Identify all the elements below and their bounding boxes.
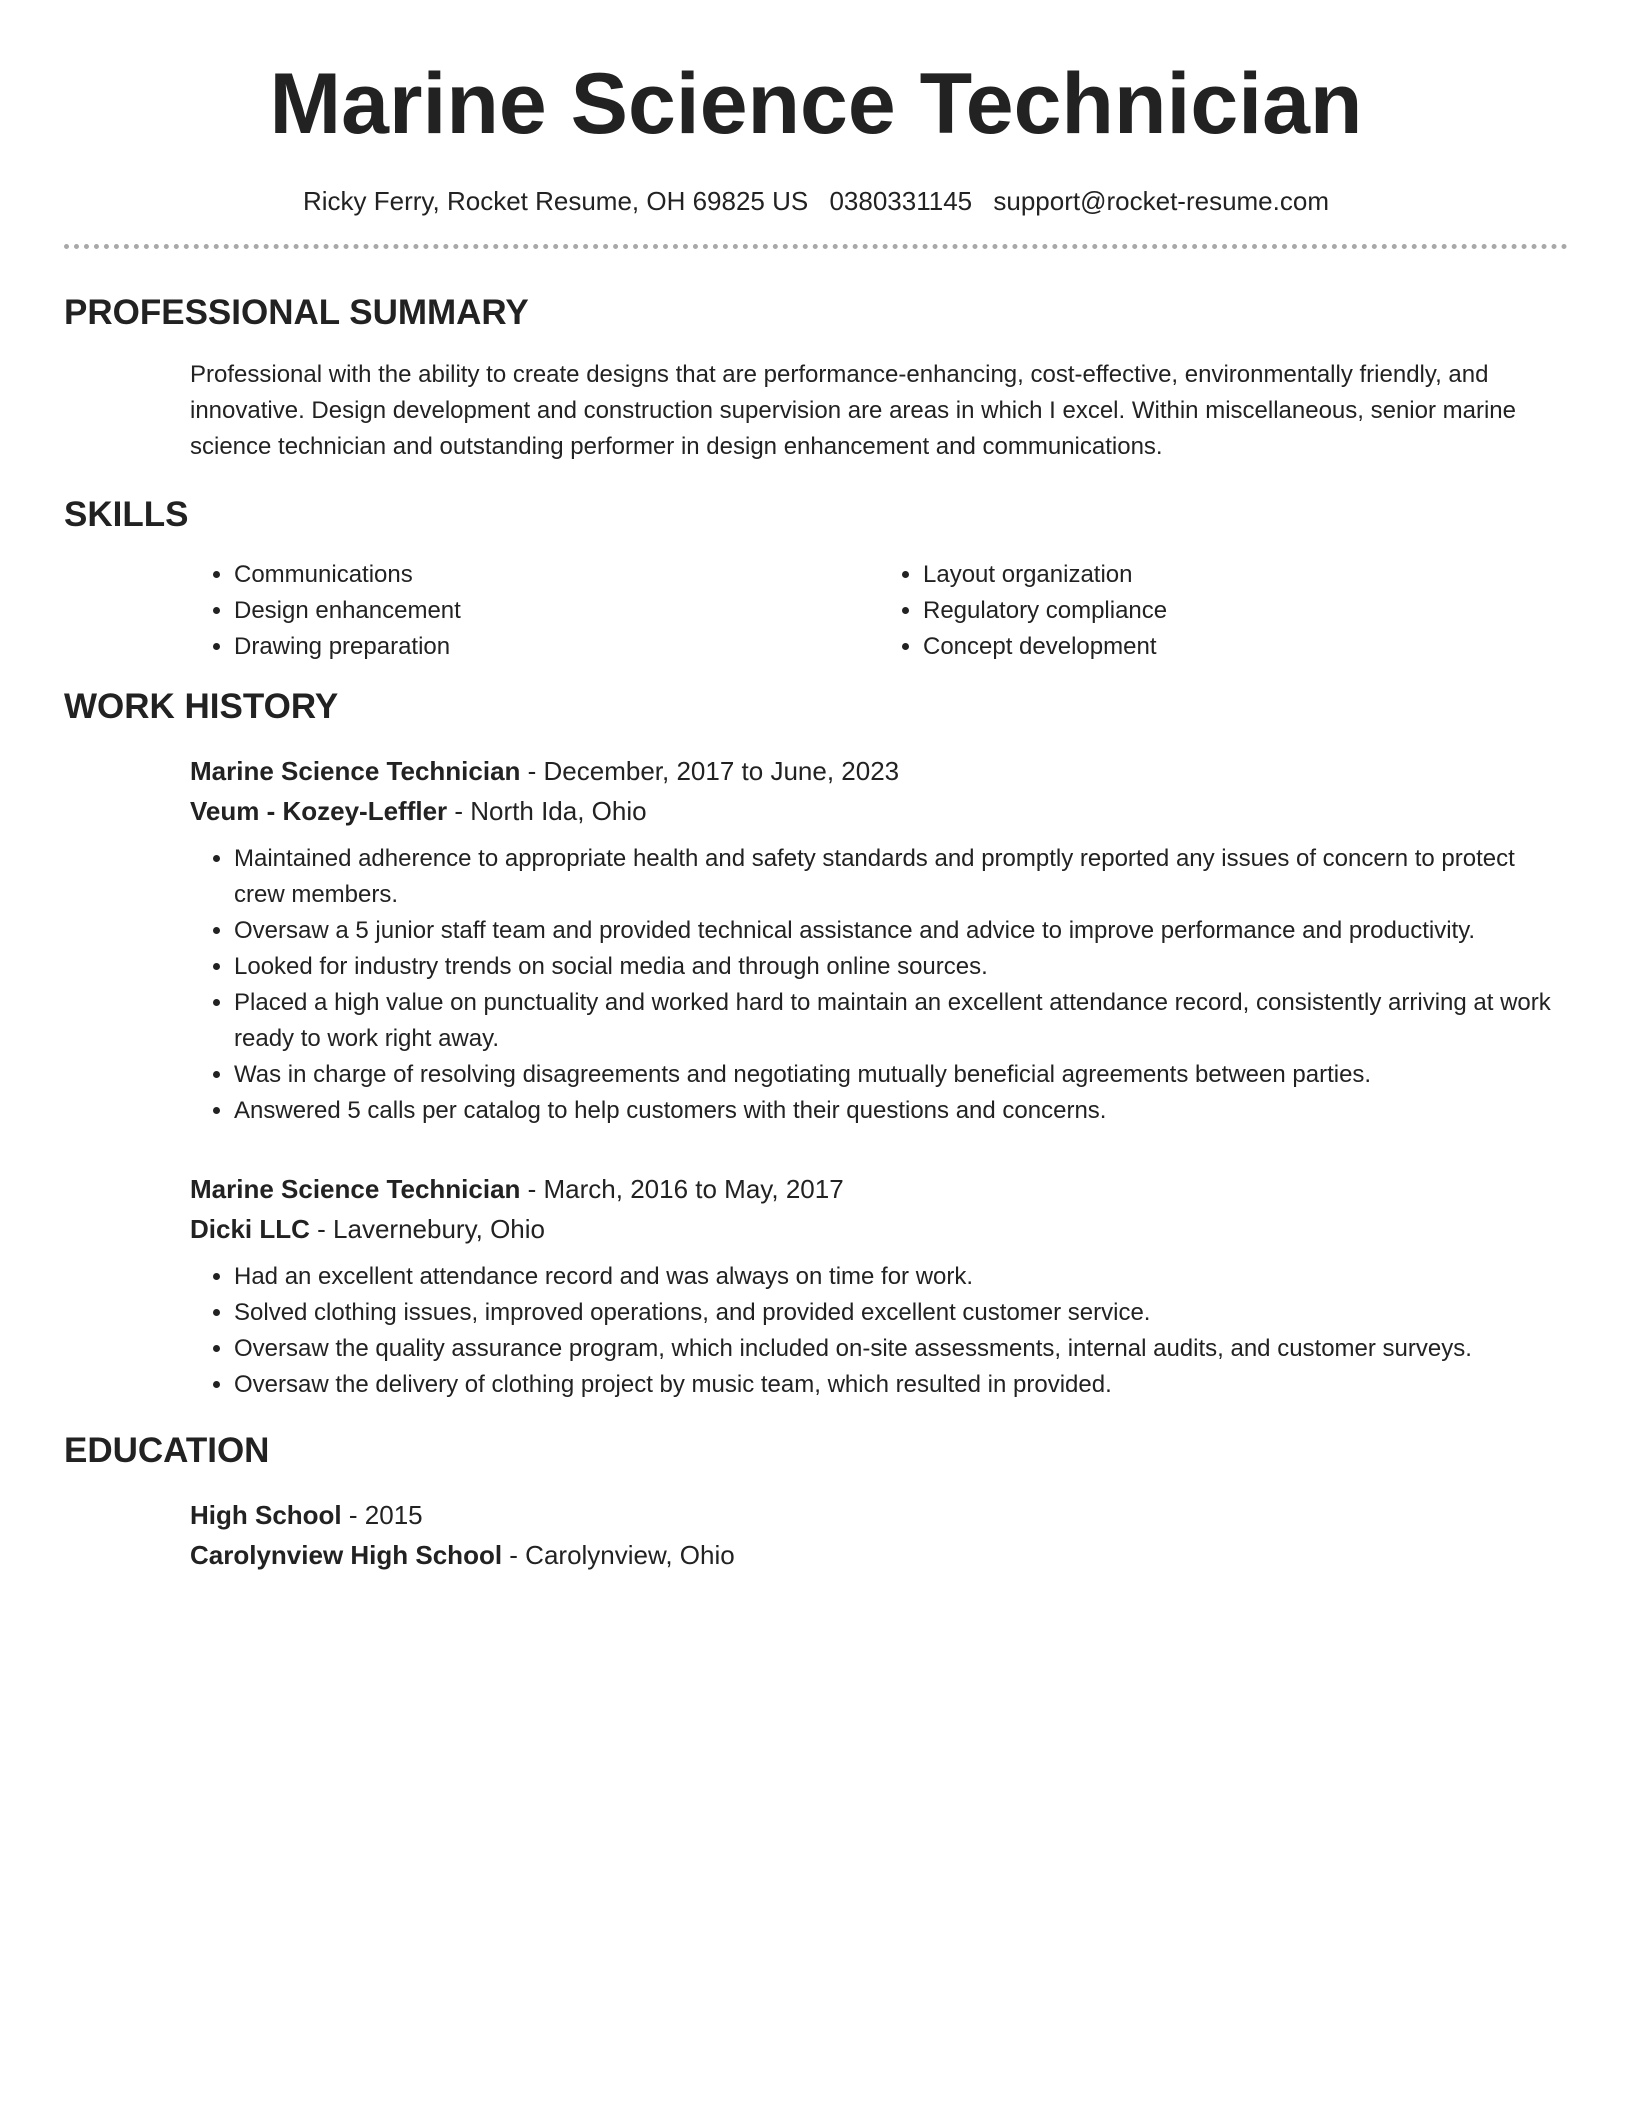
job-entry bbox=[190, 751, 1568, 1129]
work-history-heading: WORK HISTORY bbox=[64, 687, 339, 726]
job-bullets bbox=[190, 841, 1568, 1129]
education-school-line bbox=[190, 1535, 1568, 1575]
job-bullet: • Solved clothing issues, improved operations, and provided excellent customer service. bbox=[234, 1295, 1568, 1331]
job-dates: - December, 2017 to June, 2023 bbox=[520, 756, 900, 786]
education-year: - 2015 bbox=[341, 1500, 423, 1530]
job-bullet: • Placed a high value on punctuality and worked hard to maintain an excellent attendance record, consistently arriving at work ready to work right away. bbox=[234, 985, 1568, 1057]
job-bullet: • Was in charge of resolving disagreements and negotiating mutually beneficial agreements between parties. bbox=[234, 1057, 1568, 1093]
skill-item: • Communications bbox=[234, 557, 879, 593]
skill-item: • Layout organization bbox=[923, 557, 1568, 593]
job-title-line bbox=[190, 1169, 1568, 1209]
skill-item: • Concept development bbox=[923, 629, 1568, 665]
education-school: Carolynview High School bbox=[190, 1540, 503, 1570]
job-bullet: • Looked for industry trends on social media and through online sources. bbox=[234, 949, 1568, 985]
contact-email: support@rocket-resume.com bbox=[993, 186, 1329, 216]
education-heading: EDUCATION bbox=[64, 1431, 270, 1470]
contact-phone: 0380331145 bbox=[829, 186, 973, 216]
education-degree-line bbox=[190, 1495, 1568, 1535]
job-dates: - March, 2016 to May, 2017 bbox=[520, 1174, 844, 1204]
job-entry bbox=[190, 1169, 1568, 1403]
work-history-list bbox=[190, 751, 1568, 1403]
job-company-line bbox=[190, 791, 1568, 831]
skills-column-left bbox=[190, 557, 879, 665]
header-divider bbox=[64, 244, 1568, 249]
contact-address: Ricky Ferry, Rocket Resume, OH 69825 US bbox=[303, 186, 809, 216]
summary-text: Professional with the ability to create designs that are performance-enhancing, cost-effective, environmentally friendly, and innovative. Design development and construction supervision are areas in which I excel. Within miscellaneous, senior marine science technician and outstanding performer in design enhancement and communications. bbox=[190, 361, 1516, 460]
skills-column-right bbox=[879, 557, 1568, 665]
contact-line bbox=[64, 184, 1568, 218]
job-bullet: • Maintained adherence to appropriate health and safety standards and promptly reported any issues of concern to protect crew members. bbox=[234, 841, 1568, 913]
job-location: - Lavernebury, Ohio bbox=[309, 1214, 546, 1244]
job-title: Marine Science Technician bbox=[190, 1174, 521, 1204]
job-bullet: • Answered 5 calls per catalog to help customers with their questions and concerns. bbox=[234, 1093, 1568, 1129]
resume-title: Marine Science Technician bbox=[269, 56, 1363, 152]
skill-item: • Design enhancement bbox=[234, 593, 879, 629]
job-bullets bbox=[190, 1259, 1568, 1403]
skills-list bbox=[190, 557, 1568, 665]
education-location: - Carolynview, Ohio bbox=[502, 1540, 735, 1570]
education-degree: High School bbox=[190, 1500, 342, 1530]
job-title-line bbox=[190, 751, 1568, 791]
job-company: Veum - Kozey-Leffler bbox=[190, 796, 448, 826]
skill-item: • Drawing preparation bbox=[234, 629, 879, 665]
job-bullet: • Oversaw the delivery of clothing project by music team, which resulted in provided. bbox=[234, 1367, 1568, 1403]
job-bullet: • Had an excellent attendance record and was always on time for work. bbox=[234, 1259, 1568, 1295]
job-location: - North Ida, Ohio bbox=[447, 796, 647, 826]
education-entry bbox=[190, 1495, 1568, 1575]
job-bullet: • Oversaw a 5 junior staff team and provided technical assistance and advice to improve performance and productivity. bbox=[234, 913, 1568, 949]
summary-heading: PROFESSIONAL SUMMARY bbox=[64, 293, 529, 332]
skills-heading: SKILLS bbox=[64, 495, 189, 534]
job-company-line bbox=[190, 1209, 1568, 1249]
job-bullet: • Oversaw the quality assurance program, which included on-site assessments, internal audits, and customer surveys. bbox=[234, 1331, 1568, 1367]
job-company: Dicki LLC bbox=[190, 1214, 310, 1244]
job-title: Marine Science Technician bbox=[190, 756, 521, 786]
skill-item: • Regulatory compliance bbox=[923, 593, 1568, 629]
